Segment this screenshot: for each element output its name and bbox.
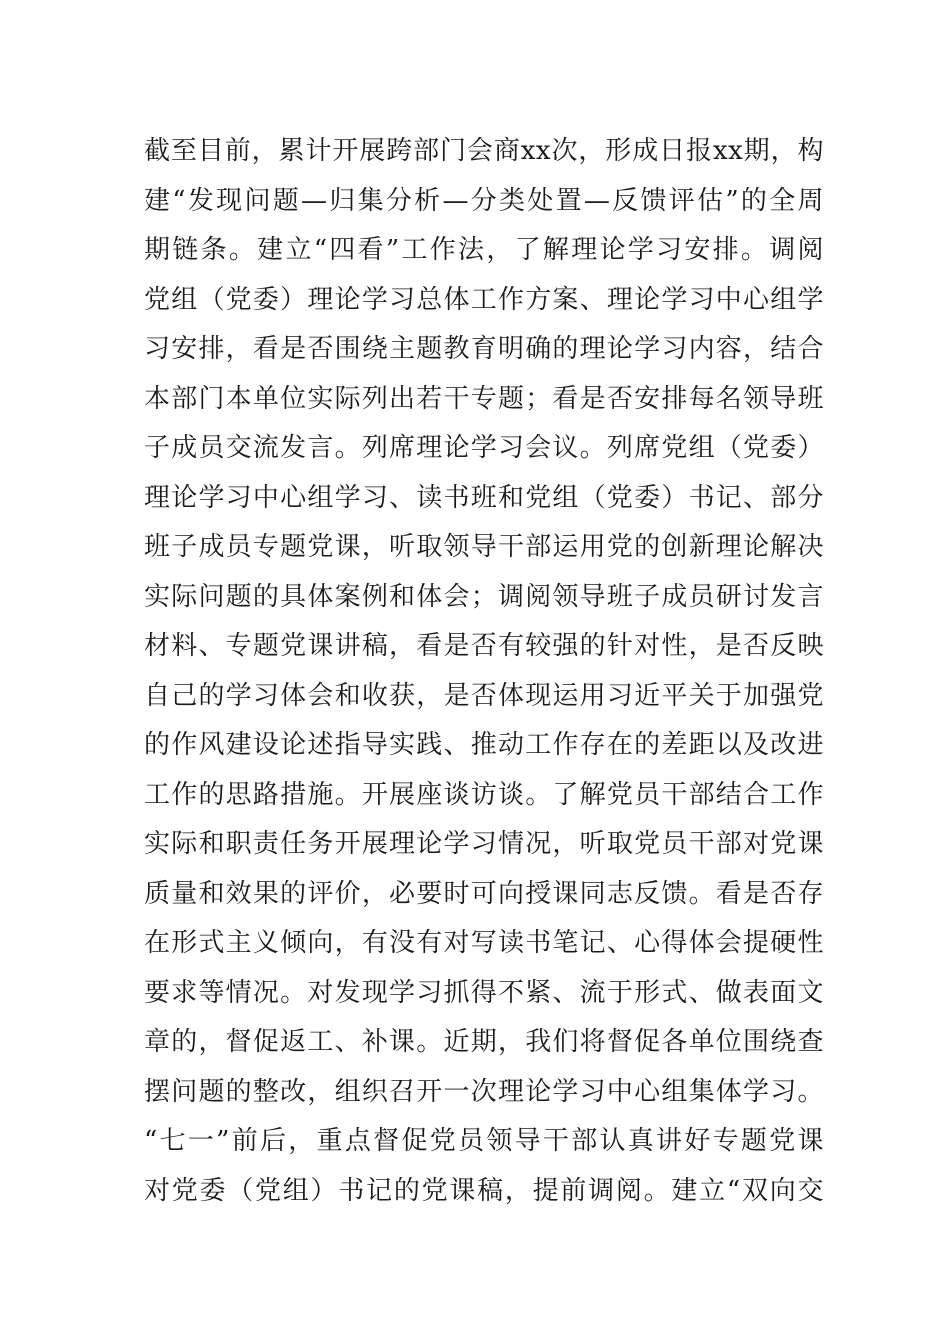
text-line: 建“发现问题—归集分析—分类处置—反馈评估”的全周: [144, 185, 824, 216]
text-line: 班子成员专题党课，听取领导干部运用党的创新理论解决: [144, 532, 824, 562]
text-line: 实际和职责任务开展理论学习情况，听取党员干部对党课: [144, 829, 824, 859]
text-line: 工作的思路措施。开展座谈访谈。了解党员干部结合工作: [144, 779, 824, 810]
text-line: “七一”前后，重点督促党员领导干部认真讲好专题党课: [144, 1126, 824, 1156]
text-line: 材料、专题党课讲稿，看是否有较强的针对性，是否反映: [144, 631, 824, 661]
text-line: 本部门本单位实际列出若干专题；看是否安排每名领导班: [144, 383, 824, 414]
text-line: 子成员交流发言。列席理论学习会议。列席党组（党委）: [144, 433, 824, 463]
text-line: 对党委（党组）书记的党课稿，提前调阅。建立“双向交: [144, 1175, 824, 1206]
text-line: 自己的学习体会和收获，是否体现运用习近平关于加强党: [144, 680, 824, 711]
body-text: [144, 127, 824, 1216]
text-line: 截至目前，累计开展跨部门会商xx次，形成日报xx期，构: [144, 136, 824, 166]
text-line: 的作风建设论述指导实践、推动工作存在的差距以及改进: [144, 730, 824, 760]
text-line: 理论学习中心组学习、读书班和党组（党委）书记、部分: [144, 482, 824, 513]
text-line: 章的，督促返工、补课。近期，我们将督促各单位围绕查: [144, 1027, 824, 1057]
text-line: 党组（党委）理论学习总体工作方案、理论学习中心组学: [144, 284, 824, 315]
text-line: 习安排，看是否围绕主题教育明确的理论学习内容，结合: [144, 334, 824, 364]
text-line: 摆问题的整改，组织召开一次理论学习中心组集体学习。: [144, 1076, 824, 1107]
text-line: 质量和效果的评价，必要时可向授课同志反馈。看是否存: [144, 878, 824, 909]
text-line: 期链条。建立“四看”工作法，了解理论学习安排。调阅: [144, 235, 824, 265]
text-line: 实际问题的具体案例和体会；调阅领导班子成员研讨发言: [144, 581, 824, 612]
text-line: 要求等情况。对发现学习抓得不紧、流于形式、做表面文: [144, 977, 824, 1008]
text-line: 在形式主义倾向，有没有对写读书笔记、心得体会提硬性: [144, 928, 824, 958]
